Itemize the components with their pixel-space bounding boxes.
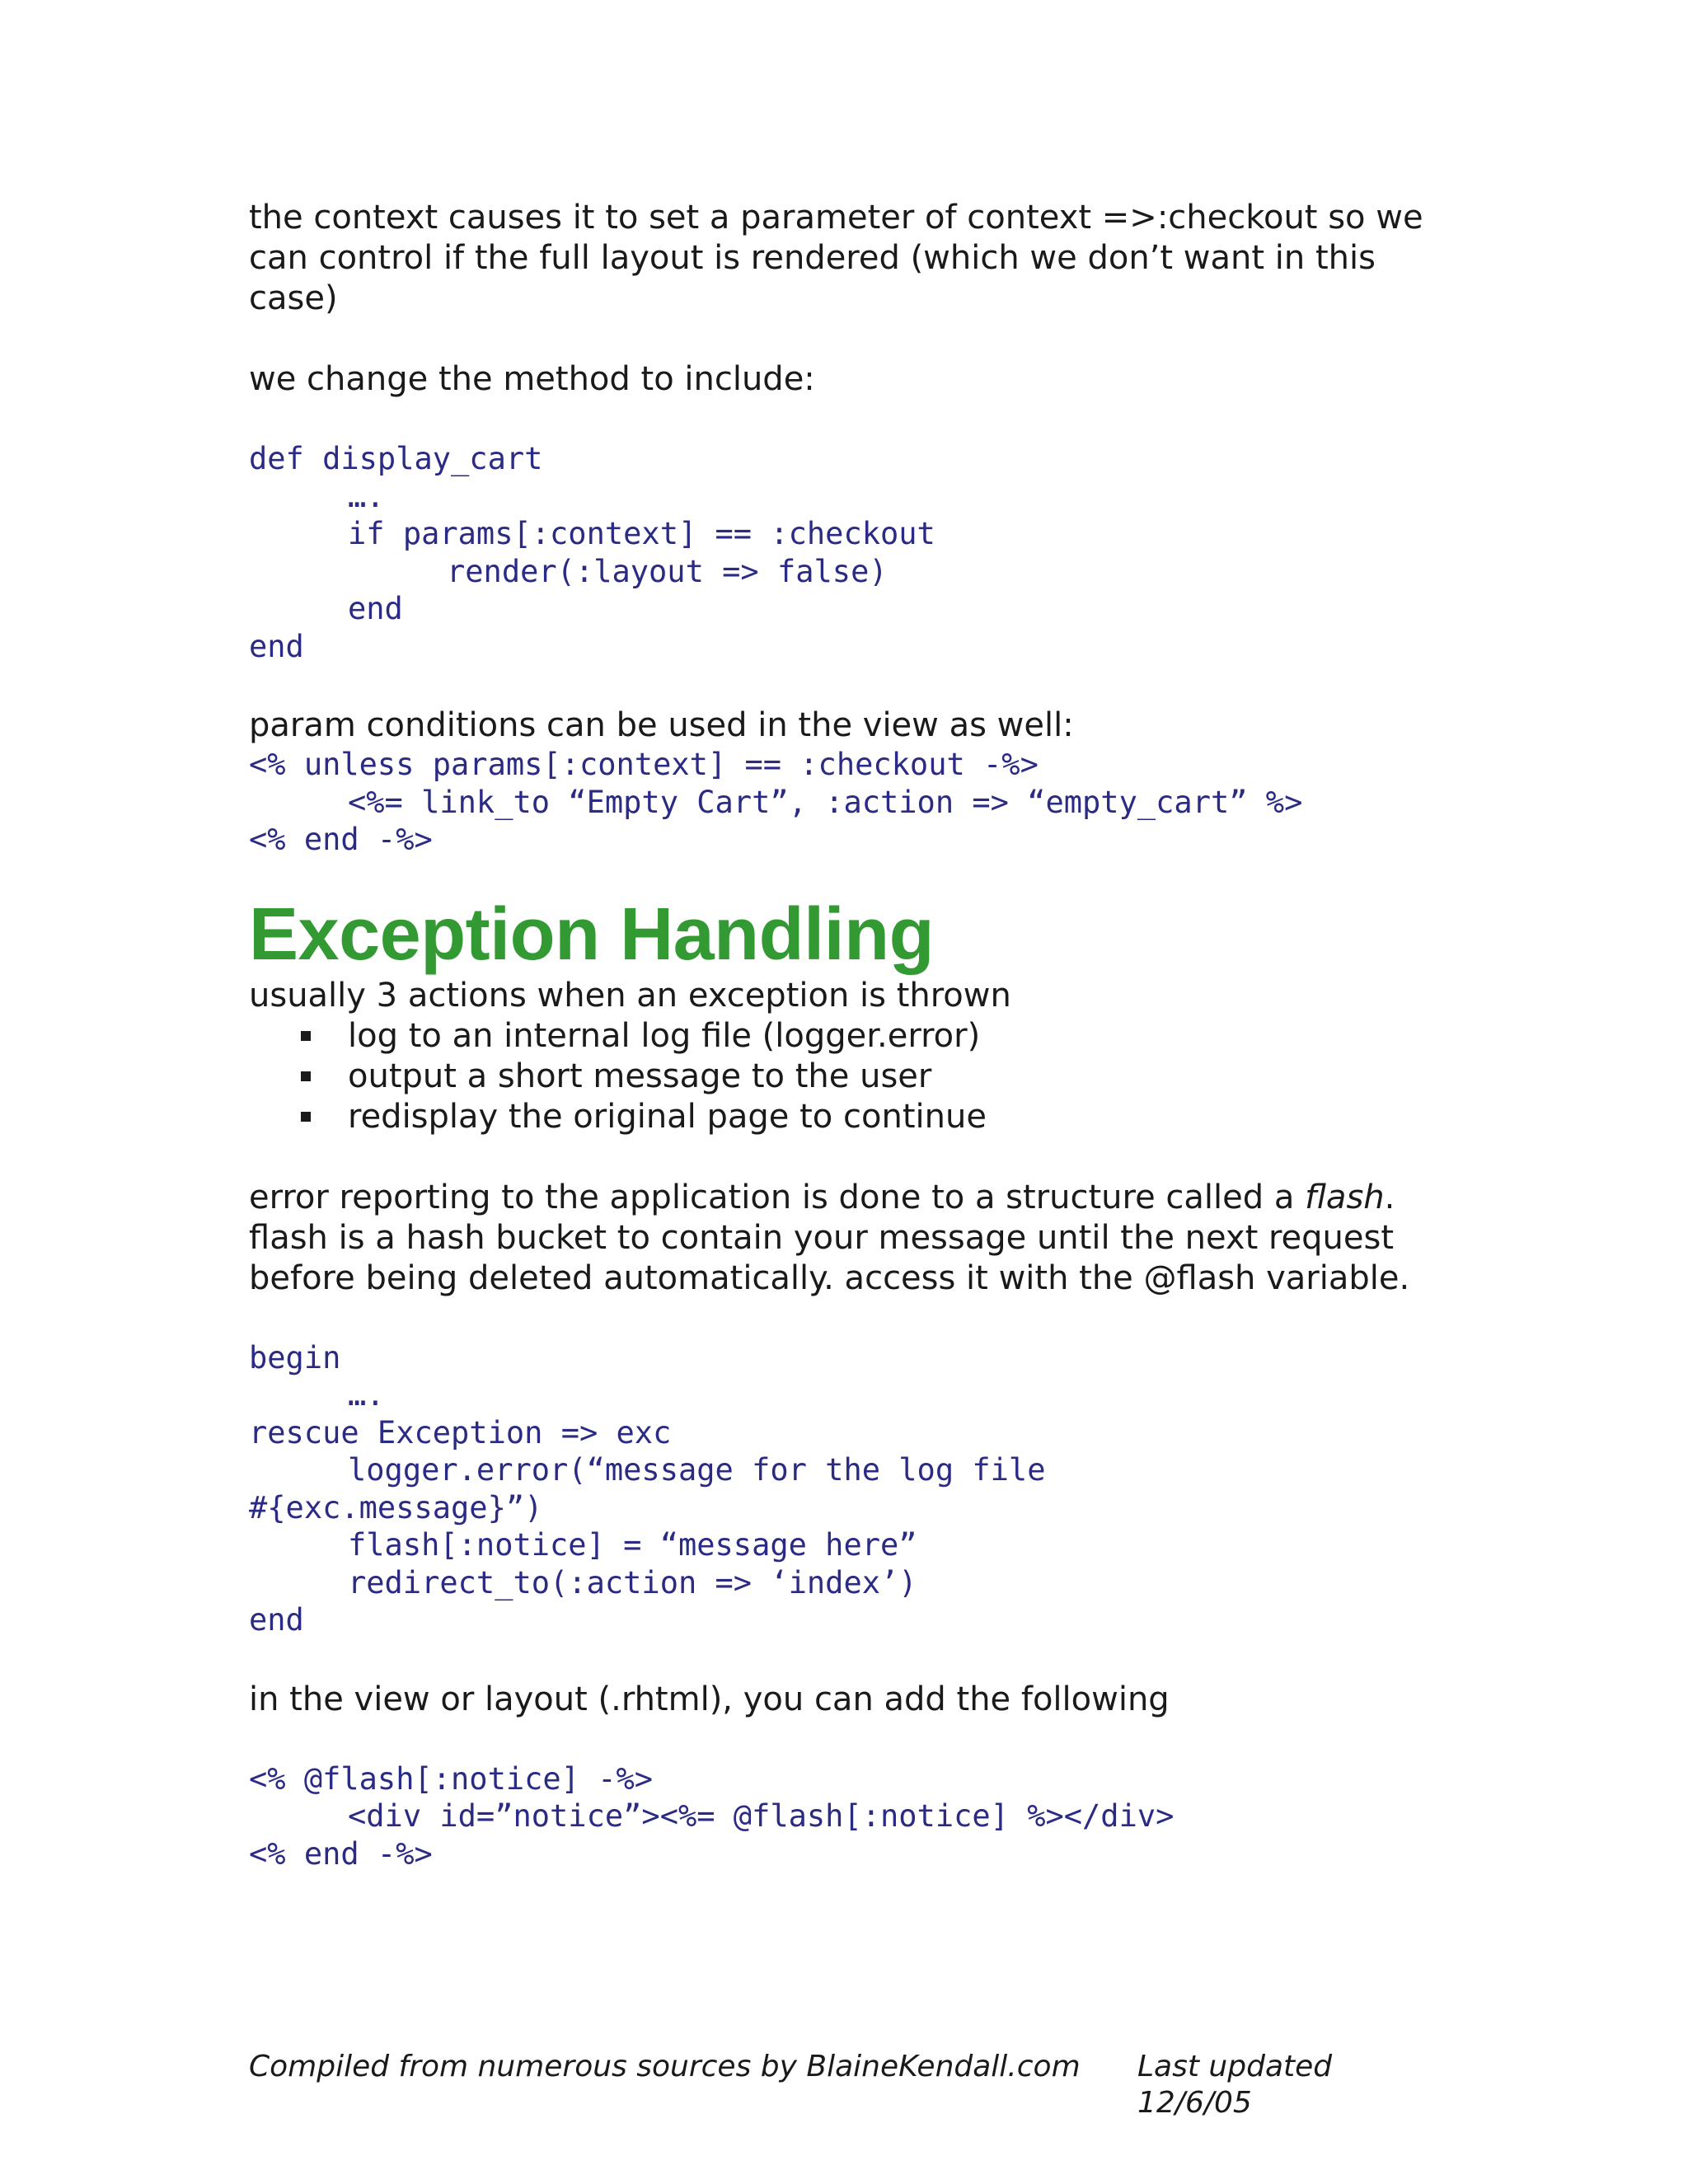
bullet-icon: [301, 1071, 311, 1081]
code-line: <% @flash[:notice] -%>: [249, 1760, 654, 1797]
intro-line: case): [249, 279, 338, 317]
bullet-icon: [301, 1031, 311, 1041]
intro-line: can control if the full layout is rendered (which we don’t want in this: [249, 239, 1376, 277]
list-item-text: redisplay the original page to continue: [348, 1097, 987, 1136]
code-line: flash[:notice] = “message here”: [348, 1527, 917, 1563]
footer-source: Compiled from numerous sources by BlaineKendall.com: [249, 2050, 1081, 2083]
list-item: [249, 1097, 1452, 1137]
list-item: [249, 1057, 1452, 1097]
list-item-text: output a short message to the user: [348, 1057, 932, 1095]
code-line: end: [249, 628, 304, 664]
list-item: [249, 1016, 1452, 1057]
code-block-view: [249, 746, 1452, 859]
intro-paragraph: [249, 198, 1452, 319]
code-line: <% end -%>: [249, 1835, 433, 1872]
code-block-display-cart: [249, 440, 1452, 665]
flash-text: .: [1384, 1178, 1395, 1216]
code-line: render(:layout => false): [447, 553, 888, 589]
code-line: <% unless params[:context] == :checkout -%>: [249, 747, 1039, 782]
code-line: <%= link_to “Empty Cart”, :action => “empty_cart” %>: [348, 784, 1303, 820]
code-line: end: [348, 591, 403, 626]
code-block-rescue: [249, 1339, 1452, 1639]
code-line: #{exc.message}”): [249, 1489, 543, 1526]
code-line: begin: [249, 1339, 341, 1376]
param-note: param conditions can be used in the view as well:: [249, 706, 1074, 744]
code-line: rescue Exception => exc: [249, 1414, 672, 1451]
code-line: <div id=”notice”><%= @flash[:notice] %></div>: [348, 1798, 1175, 1834]
code-line: <% end -%>: [249, 822, 433, 857]
footer-date: Last updated 12/6/05: [1137, 2050, 1333, 2120]
flash-text: flash is a hash bucket to contain your message until the next request: [249, 1218, 1395, 1257]
bullet-icon: [301, 1112, 311, 1122]
flash-emphasis: flash: [1305, 1178, 1385, 1216]
code-line: redirect_to(:action => ‘index’): [348, 1564, 917, 1601]
code-block-flash: [249, 1760, 1452, 1873]
section-lead: usually 3 actions when an exception is thrown: [249, 976, 1011, 1015]
code-line: def display_cart: [249, 441, 543, 476]
flash-text: error reporting to the application is done to a structure called a: [249, 1178, 1306, 1216]
code-line: end: [249, 1602, 304, 1638]
intro-line: the context causes it to set a parameter of context =>:checkout so we: [249, 199, 1423, 237]
code-line: logger.error(“message for the log file: [348, 1452, 1046, 1488]
code-line: if params[:context] == :checkout: [348, 516, 935, 551]
flash-paragraph: [249, 1178, 1452, 1299]
list-item-text: log to an internal log file (logger.error): [348, 1016, 981, 1055]
flash-text: before being deleted automatically. access it with the @flash variable.: [249, 1258, 1410, 1297]
action-list: [249, 1016, 1452, 1137]
layout-note: in the view or layout (.rhtml), you can add the following: [249, 1680, 1170, 1718]
method-note: we change the method to include:: [249, 360, 815, 398]
code-line: ….: [348, 1377, 385, 1413]
code-line: ….: [348, 478, 385, 514]
section-heading: Exception Handling: [249, 893, 935, 976]
document-page: [249, 198, 1452, 1872]
